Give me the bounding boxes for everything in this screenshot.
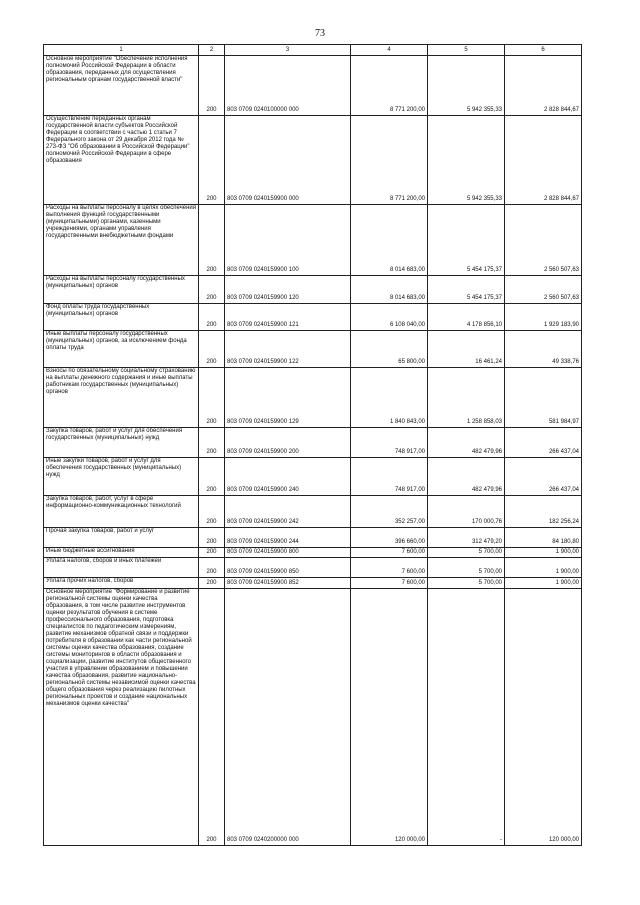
- row-plan: 8 771 200,00: [351, 116, 428, 205]
- page-number: 73: [315, 28, 325, 39]
- row-rest: 1 900,00: [505, 548, 582, 558]
- row-name: Взносы по обязательному социальному страхованию на выплаты денежного содержания и иные выплаты работникам государственных (муниципальных) органов: [44, 368, 199, 428]
- row-fact: 312 479,20: [428, 528, 505, 548]
- row-plan: 8 014 683,00: [351, 205, 428, 276]
- table-row: [44, 528, 582, 548]
- table-header-row: [44, 45, 582, 56]
- row-fact: 5 454 175,37: [428, 276, 505, 304]
- row-code: 803 0709 0240159900 240: [225, 458, 351, 496]
- row-code: 803 0709 0240159900 200: [225, 428, 351, 458]
- row-name: Закупка товаров, работ и услуг для обеспечения государственных (муниципальных) нужд: [44, 428, 199, 458]
- row-code: 803 0709 0240159900 850: [225, 558, 351, 578]
- row-code: 803 0709 0240159900 100: [225, 205, 351, 276]
- row-fact: 170 000,76: [428, 496, 505, 528]
- row-rest: 120 000,00: [505, 589, 582, 846]
- row-code: 803 0709 0240200000 000: [225, 589, 351, 846]
- header-col-4: 4: [351, 45, 428, 56]
- row-ved: 200: [199, 56, 225, 116]
- row-rest: 49 338,76: [505, 331, 582, 368]
- table-row: [44, 304, 582, 331]
- row-ved: 200: [199, 458, 225, 496]
- row-name: Иные закупки товаров, работ и услуг для обеспечения государственных (муниципальных) нужд: [44, 458, 199, 496]
- table-row: [44, 558, 582, 578]
- row-name: Основное мероприятие "Обеспечение исполнения полномочий Российской Федерации в области образования, переданных для осуществления региональным органам государственной власти": [44, 56, 199, 116]
- row-code: 803 0709 0240159900 800: [225, 548, 351, 558]
- budget-table: [43, 44, 582, 846]
- row-plan: 396 660,00: [351, 528, 428, 548]
- header-col-2: 2: [199, 45, 225, 56]
- row-plan: 748 917,00: [351, 428, 428, 458]
- row-code: 803 0709 0240159900 852: [225, 578, 351, 589]
- row-plan: 748 917,00: [351, 458, 428, 496]
- row-ved: 200: [199, 276, 225, 304]
- row-name: Осуществление переданных органам государственной власти субъектов Российской Федерации в соответствии с частью 1 статьи 7 Федерального закона от 29 декабря 2012 года № 273-ФЗ "Об образовании в Российской Федерации" полномочий Российской Федерации в сфере образования: [44, 116, 199, 205]
- row-plan: 6 108 040,00: [351, 304, 428, 331]
- row-fact: 5 942 355,33: [428, 56, 505, 116]
- row-rest: 1 900,00: [505, 578, 582, 589]
- row-rest: 182 256,24: [505, 496, 582, 528]
- header-col-1: 1: [44, 45, 199, 56]
- table-row: [44, 56, 582, 116]
- row-name: Расходы на выплаты персоналу государственных (муниципальных) органов: [44, 276, 199, 304]
- row-name: Прочая закупка товаров, работ и услуг: [44, 528, 199, 548]
- row-ved: 200: [199, 205, 225, 276]
- row-ved: 200: [199, 496, 225, 528]
- table-row: [44, 331, 582, 368]
- header-col-6: 6: [505, 45, 582, 56]
- row-fact: 5 700,00: [428, 578, 505, 589]
- row-ved: 200: [199, 548, 225, 558]
- row-rest: 84 180,80: [505, 528, 582, 548]
- row-fact: 16 461,24: [428, 331, 505, 368]
- row-plan: 1 840 843,00: [351, 368, 428, 428]
- row-fact: 5 454 175,37: [428, 205, 505, 276]
- row-code: 803 0709 0240159900 244: [225, 528, 351, 548]
- row-name: Основное мероприятие "Формирование и развитие региональной системы оценки качества образования, в том числе развитие инструментов оценки результатов обучения в системе профессионального образования, подготовка специалистов по педагогическим измерениям, развитие механизмов обратной связи и поддержки потребителя в образовании как части региональной системы оценки качества образования, создание системы мониторингов в области образования и социализации, развитие институтов общественного участия в управлении образованием и повышении качества образования, развитие национально-региональной системы независимой оценки качества общего образования через реализацию пилотных региональных проектов и создание национальных механизмов оценки качества": [44, 589, 199, 846]
- header-col-3: 3: [225, 45, 351, 56]
- row-rest: 266 437,04: [505, 428, 582, 458]
- row-name: Уплата прочих налогов, сборов: [44, 578, 199, 589]
- table-row: [44, 578, 582, 589]
- row-rest: 1 900,00: [505, 558, 582, 578]
- header-col-5: 5: [428, 45, 505, 56]
- row-rest: 2 560 507,63: [505, 276, 582, 304]
- row-ved: 200: [199, 578, 225, 589]
- row-ved: 200: [199, 558, 225, 578]
- row-plan: 8 771 200,00: [351, 56, 428, 116]
- row-ved: 200: [199, 116, 225, 205]
- row-name: Закупка товаров, работ, услуг в сфере информационно-коммуникационных технологий: [44, 496, 199, 528]
- row-code: 803 0709 0240100000 000: [225, 56, 351, 116]
- row-plan: 120 000,00: [351, 589, 428, 846]
- row-rest: 2 560 507,63: [505, 205, 582, 276]
- row-name: Иные выплаты персоналу государственных (муниципальных) органов, за исключением фонда оплаты труда: [44, 331, 199, 368]
- row-ved: 200: [199, 528, 225, 548]
- row-ved: 200: [199, 428, 225, 458]
- table-row: [44, 428, 582, 458]
- row-plan: 8 014 683,00: [351, 276, 428, 304]
- row-rest: 1 929 183,90: [505, 304, 582, 331]
- row-plan: 352 257,00: [351, 496, 428, 528]
- row-name: Расходы на выплаты персоналу в целях обеспечения выполнения функций государственными (муниципальными) органами, казенными учреждениями, органами управления государственными внебюджетными фондами: [44, 205, 199, 276]
- row-fact: 1 258 858,03: [428, 368, 505, 428]
- row-plan: 7 600,00: [351, 558, 428, 578]
- row-fact: 5 942 355,33: [428, 116, 505, 205]
- row-plan: 65 800,00: [351, 331, 428, 368]
- row-code: 803 0709 0240159900 242: [225, 496, 351, 528]
- table-row: [44, 496, 582, 528]
- table-row: [44, 589, 582, 846]
- row-code: 803 0709 0240159900 121: [225, 304, 351, 331]
- row-code: 803 0709 0240159900 122: [225, 331, 351, 368]
- row-fact: 5 700,00: [428, 548, 505, 558]
- table-row: [44, 548, 582, 558]
- row-fact: -: [428, 589, 505, 846]
- row-name: Иные бюджетные ассигнования: [44, 548, 199, 558]
- row-name: Фонд оплаты труда государственных (муниципальных) органов: [44, 304, 199, 331]
- row-fact: 5 700,00: [428, 558, 505, 578]
- row-ved: 200: [199, 589, 225, 846]
- row-rest: 2 828 844,67: [505, 56, 582, 116]
- row-ved: 200: [199, 304, 225, 331]
- table-row: [44, 368, 582, 428]
- row-plan: 7 600,00: [351, 578, 428, 589]
- row-rest: 266 437,04: [505, 458, 582, 496]
- row-code: 803 0709 0240159900 129: [225, 368, 351, 428]
- row-plan: 7 600,00: [351, 548, 428, 558]
- row-code: 803 0709 0240159900 120: [225, 276, 351, 304]
- row-ved: 200: [199, 331, 225, 368]
- row-fact: 4 178 856,10: [428, 304, 505, 331]
- table-row: [44, 116, 582, 205]
- row-code: 803 0709 0240159900 000: [225, 116, 351, 205]
- row-fact: 482 479,96: [428, 458, 505, 496]
- row-rest: 2 828 844,67: [505, 116, 582, 205]
- table-row: [44, 276, 582, 304]
- table-row: [44, 205, 582, 276]
- table-row: [44, 458, 582, 496]
- row-name: Уплата налогов, сборов и иных платежей: [44, 558, 199, 578]
- row-fact: 482 479,96: [428, 428, 505, 458]
- row-rest: 581 984,97: [505, 368, 582, 428]
- row-ved: 200: [199, 368, 225, 428]
